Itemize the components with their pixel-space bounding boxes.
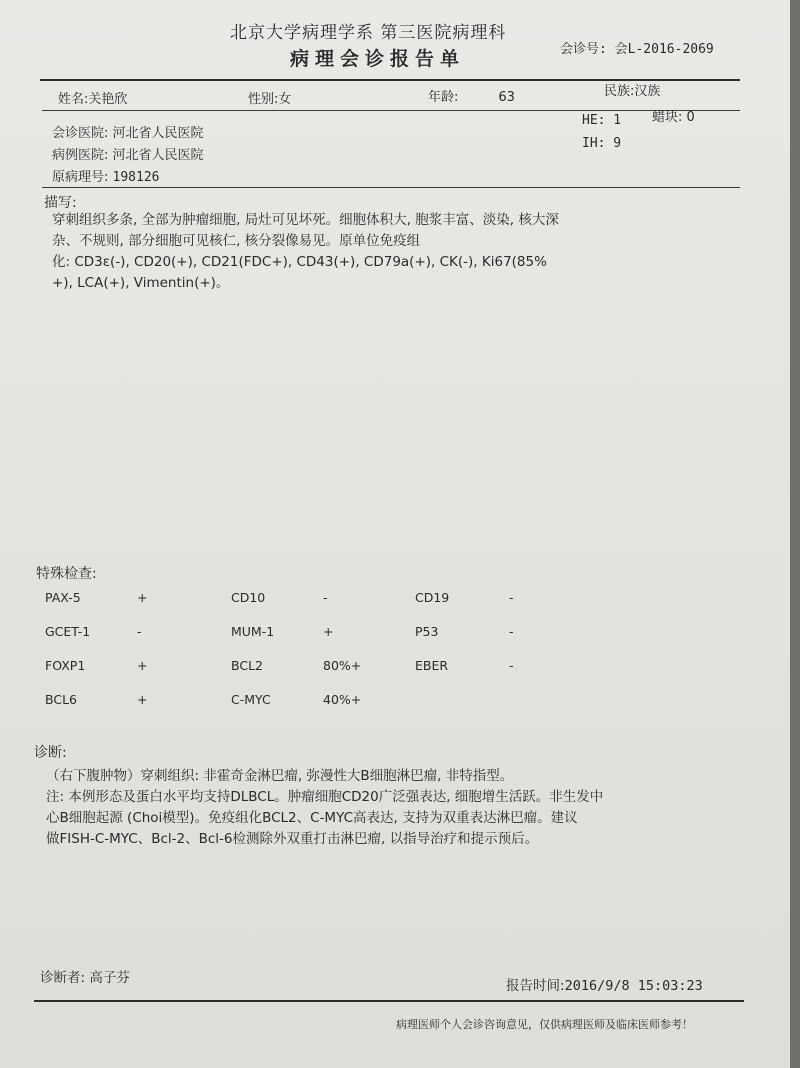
diagnosis-line: 注: 本例形态及蛋白水平均支持DLBCL。肿瘤细胞CD20广泛强表达, 细胞增生活跃。非生发中 [46,789,604,805]
he-count: HE: 1 [582,113,622,128]
test-result: 40%+ [323,691,362,707]
consult-hospital-field [52,122,204,141]
test-name [414,682,508,716]
description-text [52,210,692,294]
description-line: +), LCA(+), Vimentin(+)。 [52,275,230,291]
test-name: PAX-5 [45,589,81,605]
test-name: EBER [415,657,449,673]
original-number-value: 198126 [112,170,160,185]
name-value: 关艳欣 [88,92,128,107]
ethnicity-label: 民族: [604,84,635,99]
test-name: BCL6 [45,691,78,707]
doctor-field [40,966,130,986]
special-exam-table [44,580,550,716]
test-result: + [323,623,334,639]
page-edge-shadow [790,0,800,1068]
test-result: - [509,657,514,673]
name-field [58,88,127,107]
test-name: C-MYC [231,691,271,707]
test-result: + [137,657,148,673]
age-value: 63 [498,90,515,105]
diagnosis-text [46,766,603,850]
description-line: 化: CD3ε(-), CD20(+), CD21(FDC+), CD43(+), CD79a(+), CK(-), Ki67(85% [52,254,547,270]
test-name: FOXP1 [45,657,86,673]
description-line: 穿刺组织多条, 全部为肿瘤细胞, 局灶可见坏死。细胞体积大, 胞浆丰富、淡染, 核大深 [52,212,559,228]
test-result: 80%+ [323,657,362,673]
test-result: + [137,691,148,707]
original-number-label: 原病理号: [52,170,109,185]
report-time-label: 报告时间: [506,978,565,994]
sex-label: 性别: [248,92,279,107]
test-name: GCET-1 [45,623,91,639]
test-result: - [509,589,514,605]
doctor-label: 诊断者: [40,970,86,986]
case-hospital-value: 河北省人民医院 [112,148,204,163]
ethnicity-value: 汉族 [634,84,661,99]
ih-count: IH: 9 [582,136,622,151]
test-result: - [323,589,328,605]
test-name: CD19 [415,589,450,605]
test-result [508,682,550,716]
diagnosis-line: 心B细胞起源 (Choi模型)。免疫组化BCL2、C-MYC高表达, 支持为双重表达淋巴瘤。建议 [46,810,578,826]
report-time-field [506,974,703,994]
test-name: BCL2 [231,657,264,673]
diagnosis-line: （右下腹肿物）穿刺组织: 非霍奇金淋巴瘤, 弥漫性大B细胞淋巴瘤, 非特指型。 [46,768,514,784]
diagnosis-label: 诊断: [34,745,67,761]
test-result: - [137,623,142,639]
table-row [44,614,550,648]
name-label: 姓名: [58,92,89,107]
table-row [44,580,550,614]
test-result: - [509,623,514,639]
test-name: P53 [415,623,439,639]
disclaimer-note: 病理医师个人会诊咨询意见，仅供病理医师及临床医师参考！ [396,1018,693,1031]
hospital-rule [42,187,740,188]
description-line: 杂、不规则, 部分细胞可见核仁, 核分裂像易见。原单位免疫组 [52,233,421,249]
test-result: + [137,589,148,605]
consult-hospital-label: 会诊医院: [52,126,109,141]
report-time-value: 2016/9/8 15:03:23 [564,978,703,994]
patient-rule [42,110,740,111]
institution-title: 北京大学病理学系 第三医院病理科 [230,23,507,43]
sex-field [248,88,291,107]
age-field [428,86,515,105]
doctor-name: 高子芬 [89,970,130,986]
sex-value: 女 [278,92,292,107]
special-exam-label: 特殊检查: [36,566,97,582]
test-name: CD10 [231,589,266,605]
ethnicity-field [604,80,660,99]
case-hospital-field [52,144,204,163]
footer-rule [34,1000,744,1002]
consult-number: 会诊号: 会L-2016-2069 [560,42,714,57]
test-name: MUM-1 [231,623,275,639]
consult-hospital-value: 河北省人民医院 [112,126,204,141]
table-row [44,682,550,716]
original-number-field [52,166,160,185]
report-title: 病理会诊报告单 [290,48,466,70]
table-row [44,648,550,682]
age-label: 年龄: [428,90,459,105]
diagnosis-line: 做FISH-C-MYC、Bcl-2、Bcl-6检测除外双重打击淋巴瘤, 以指导治疗和提示预后。 [46,831,539,847]
description-label: 描写: [44,195,77,211]
wax-block-count: 蜡块: 0 [652,110,695,125]
case-hospital-label: 病例医院: [52,148,109,163]
